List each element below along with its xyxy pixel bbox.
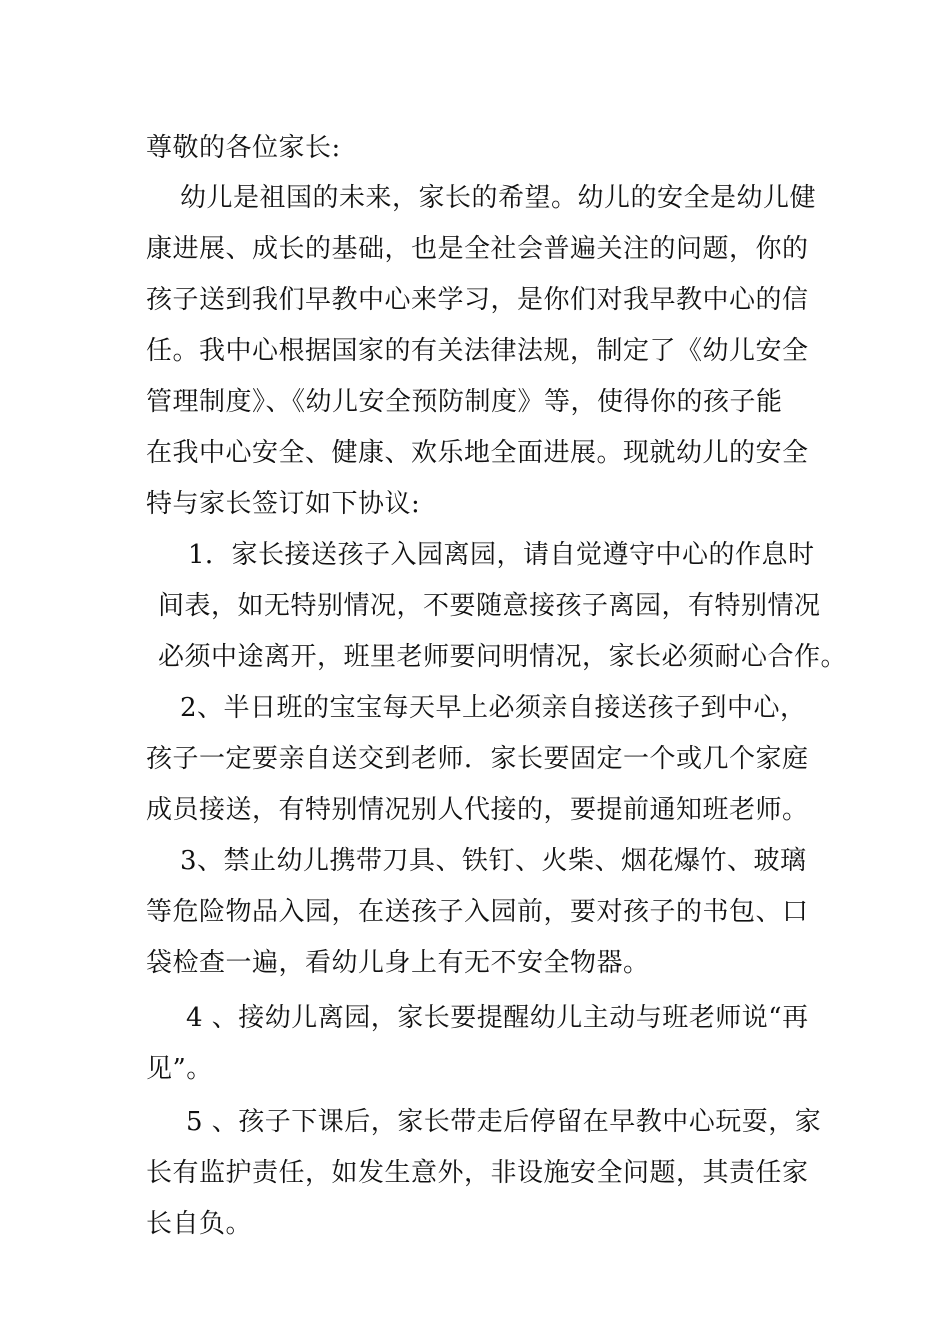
item-5-line-1: 5 、孩子下课后，家长带走后停留在早教中心玩耍，家 bbox=[186, 1107, 822, 1137]
item-5-line-2: 长有监护责任，如发生意外，非设施安全问题，其责任家 bbox=[146, 1158, 809, 1188]
intro-line-2: 康进展、成长的基础，也是全社会普遍关注的问题，你的 bbox=[146, 234, 809, 264]
intro-line-1: 幼儿是祖国的未来，家长的希望。幼儿的安全是幼儿健 bbox=[180, 183, 817, 213]
intro-line-7: 特与家长签订如下协议: bbox=[146, 489, 421, 519]
item-3-line-3: 袋检查一遍，看幼儿身上有无不安全物器。 bbox=[146, 948, 650, 978]
salutation: 尊敬的各位家长: bbox=[146, 133, 341, 163]
intro-line-3: 孩子送到我们早教中心来学习，是你们对我早教中心的信 bbox=[146, 285, 809, 315]
item-2-line-1: 2、半日班的宝宝每天早上必须亲自接送孩子到中心， bbox=[180, 693, 807, 723]
intro-line-6: 在我中心安全、健康、欢乐地全面进展。现就幼儿的安全 bbox=[146, 438, 809, 468]
item-3-line-2: 等危险物品入园，在送孩子入园前，要对孩子的书包、口 bbox=[146, 897, 809, 927]
intro-line-4: 任。我中心根据国家的有关法律法规，制定了《幼儿安全 bbox=[146, 336, 809, 366]
item-5-line-3: 长自负。 bbox=[146, 1209, 253, 1239]
item-3-line-1: 3、禁止幼儿携带刀具、铁钉、火柴、烟花爆竹、玻璃 bbox=[180, 846, 807, 876]
item-1-line-1: 1．家长接送孩子入园离园，请自觉遵守中心的作息时 bbox=[188, 540, 815, 570]
item-1-line-2: 间表，如无特别情况，不要随意接孩子离园，有特别情况 bbox=[158, 591, 821, 621]
item-1-line-3: 必须中途离开，班里老师要问明情况，家长必须耐心合作。 bbox=[158, 642, 848, 672]
item-4-line-1: 4 、接幼儿离园，家长要提醒幼儿主动与班老师说“再 bbox=[186, 1003, 809, 1033]
item-2-line-2: 孩子一定要亲自送交到老师．家长要固定一个或几个家庭 bbox=[146, 744, 809, 774]
intro-line-5: 管理制度》、《幼儿安全预防制度》等，使得你的孩子能 bbox=[146, 387, 783, 417]
item-4-line-2: 见”。 bbox=[146, 1054, 213, 1084]
item-2-line-3: 成员接送，有特别情况别人代接的，要提前通知班老师。 bbox=[146, 795, 809, 825]
